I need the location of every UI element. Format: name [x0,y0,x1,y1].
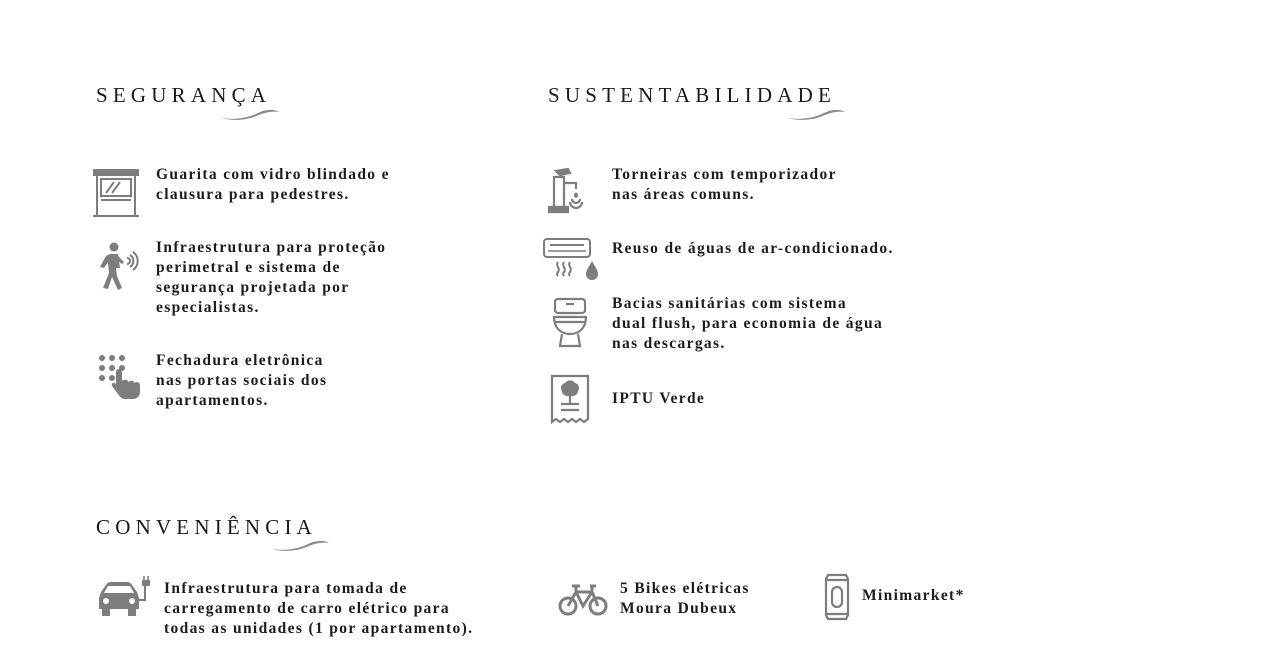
section-title-sustentabilidade: SUSTENTABILIDADE [548,83,837,107]
minimarket-can-icon [823,573,851,621]
feature-text-minimarket: Minimarket* [862,587,965,604]
feature-text-infraestrutura-protecao: Infraestrutura para proteção perimetral e sistema de segurança projetada por especialistas. [156,239,387,316]
feature-text-bikes: 5 Bikes elétricas Moura Dubeux [620,580,750,617]
bicycle-icon [558,582,608,618]
title-swash-ornament [268,537,330,553]
motion-sensor-person-icon [96,242,140,292]
air-conditioner-water-icon [542,237,600,281]
section-title-seguranca: SEGURANÇA [96,83,272,107]
feature-text-torneiras: Torneiras com temporizador nas áreas comuns. [612,166,837,203]
section-title-conveniencia: CONVENIÊNCIA [96,515,318,539]
feature-text-iptu-verde: IPTU Verde [612,390,706,407]
faucet-timer-icon [546,167,590,215]
feature-text-carregamento: Infraestrutura para tomada de carregamento de carro elétrico para todas as unidades (1 por apartamento). [164,580,474,637]
toilet-icon [552,297,588,349]
green-tax-receipt-icon [549,373,591,425]
electric-car-charging-icon [97,576,155,618]
guardhouse-icon [92,168,140,218]
feature-text-guarita: Guarita com vidro blindado e clausura para pedestres. [156,166,390,203]
title-swash-ornament [784,106,846,122]
keypad-touch-icon [98,354,144,400]
feature-text-bacias: Bacias sanitárias com sistema dual flush, para economia de água nas descargas. [612,295,884,352]
feature-text-reuso: Reuso de águas de ar-condicionado. [612,240,894,257]
feature-text-fechadura: Fechadura eletrônica nas portas sociais dos apartamentos. [156,352,328,409]
title-swash-ornament [218,106,280,122]
